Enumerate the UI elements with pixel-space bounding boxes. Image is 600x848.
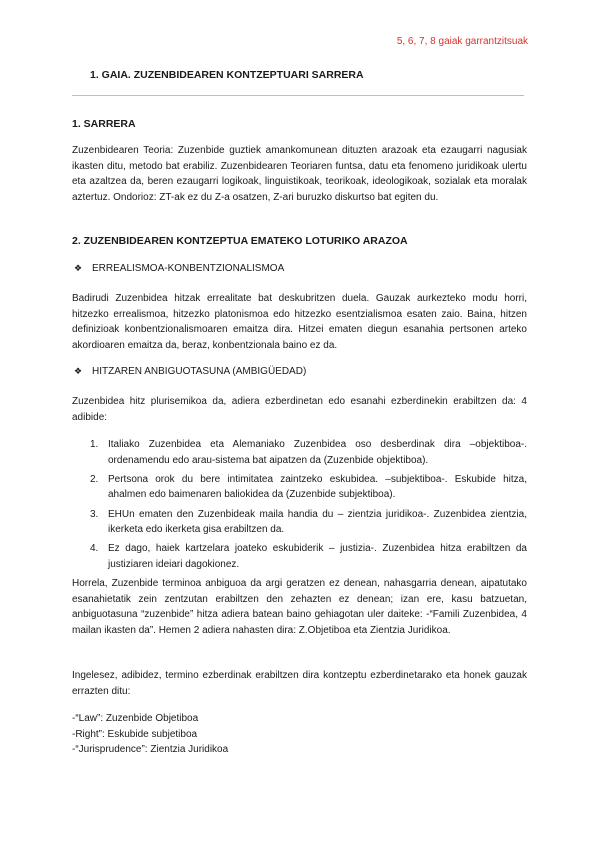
section-1-heading: 1. SARRERA <box>72 118 136 130</box>
list-item-text: Ez dago, haiek kartzelara joateko eskubiderik – justizia-. Zuzenbidea hitza erabiltzen da justiziaren ideiari dagokionez. <box>108 543 527 570</box>
list-item <box>72 437 527 468</box>
list-item <box>72 507 527 538</box>
subsection-realism-title: ERREALISMOA-KONBENTZIONALISMOA <box>92 263 285 274</box>
header-note: 5, 6, 7, 8 gaiak garrantzitsuak <box>396 36 528 47</box>
section-2-heading: 2. ZUZENBIDEAREN KONTZEPTUA EMATEKO LOTURIKO ARAZOA <box>72 235 408 247</box>
subsection-ambiguity <box>72 366 306 377</box>
english-term: -“Law”: Zuzenbide Objetiboa <box>72 713 199 724</box>
list-item-text: Pertsona orok du bere intimitatea zaintzeko eskubidea. –subjektiboa-. Eskubide hitza, ahalmen edo baimenaren baliokidea da (Zuzenbide subjektiboa). <box>108 473 527 501</box>
examples-list <box>72 437 527 576</box>
diamond-bullet-icon: ❖ <box>73 366 83 376</box>
ambiguity-explanation <box>72 576 527 638</box>
title-divider <box>72 95 524 96</box>
list-item-text: Italiako Zuzenbidea eta Alemaniako Zuzenbidea oso desberdinak dira –objektiboa-. ordenamendu edo arau-sistema bat aipatzen da (Zuzenbide objektiboa). <box>108 439 527 466</box>
list-item-number: 4. <box>90 543 99 555</box>
section-1-text: Zuzenbidearen Teoria: Zuzenbide guztiek amankomunean dituzten arazoak eta ezaugarri nagusiak ikasten ditu, metodo bat erabiliz. Zuzenbidearen Teoriaren funtsa, datu eta fenomeno juridikoak ulertu eta azaltzea da, beren ezaugarri logikoak, linguistikoak, teorikoak, ideologikoak, sozialak eta moralak aztertuz. Ondorioz: ZT-ak ez du Z-a osatzen, Z-ari buruzko diskurtso bat egiten du. <box>72 145 527 203</box>
ambiguity-explanation-text: Horrela, Zuzenbide terminoa anbiguoa da argi geratzen ez denean, nahasgarria denean, aipatutako esanahietatik zein zentzutan erabiltzen den zehazten ez denean; izan ere, kasu batzuetan, anbiguotasuna “zuzenbide” hitza adiera batean baino gehiagotan uler daiteke: -“Famili Zuzenbidea, 4 mailan ikasten da”. Hemen 2 adiera nahasten dira: Z.Objetiboa eta Zientzia Juridikoa. <box>72 578 527 636</box>
list-item-text: EHUn ematen den Zuzenbideak maila handia du – zientzia juridikoa-. Zuzenbidea zientzia, ikerketa edo ikerketa gisa erabiltzen da. <box>108 508 527 536</box>
list-item-number: 2. <box>90 473 99 485</box>
realism-paragraph <box>72 291 527 353</box>
realism-text: Badirudi Zuzenbidea hitzak errealitate bat deskubritzen duela. Gauzak aurkezteko modu horri, hitzezko errealismoa, hitzezko platonismoa edo hitzezko esentzialismoa esaten zaio. Baina, hitzen definizioak konbentzionalismoaren emaitza dira. Hitzei ematen diegun esanahia pertsonen arteko akordioaren emaitza da, beraz, konbentzionala baino ez da. <box>72 293 527 351</box>
section-1-paragraph <box>72 143 527 205</box>
english-term: -“Jurisprudence”: Zientzia Juridikoa <box>72 744 229 756</box>
list-item <box>72 472 527 503</box>
list-item-number: 3. <box>90 508 99 520</box>
list-item <box>72 541 527 572</box>
english-terms <box>72 711 228 758</box>
subsection-ambiguity-title: HITZAREN ANBIGUOTASUNA (AMBIGÜEDAD) <box>92 366 307 377</box>
ambiguity-intro-text: Zuzenbidea hitz plurisemikoa da, adiera ezberdinetan edo esanahi ezberdinekin erabiltzen da: 4 adibide: <box>72 396 527 423</box>
english-intro <box>72 668 527 699</box>
subsection-realism <box>72 263 284 274</box>
english-intro-text: Ingelesez, adibidez, termino ezberdinak erabiltzen dira kontzeptu ezberdinetarako eta honek gauzak errazten ditu: <box>72 670 527 697</box>
chapter-title: 1. GAIA. ZUZENBIDEAREN KONTZEPTUARI SARRERA <box>90 69 364 81</box>
list-item-number: 1. <box>90 439 99 450</box>
english-term: -Right”: Eskubide subjetiboa <box>72 728 198 740</box>
ambiguity-intro <box>72 394 527 425</box>
diamond-bullet-icon: ❖ <box>73 263 83 273</box>
